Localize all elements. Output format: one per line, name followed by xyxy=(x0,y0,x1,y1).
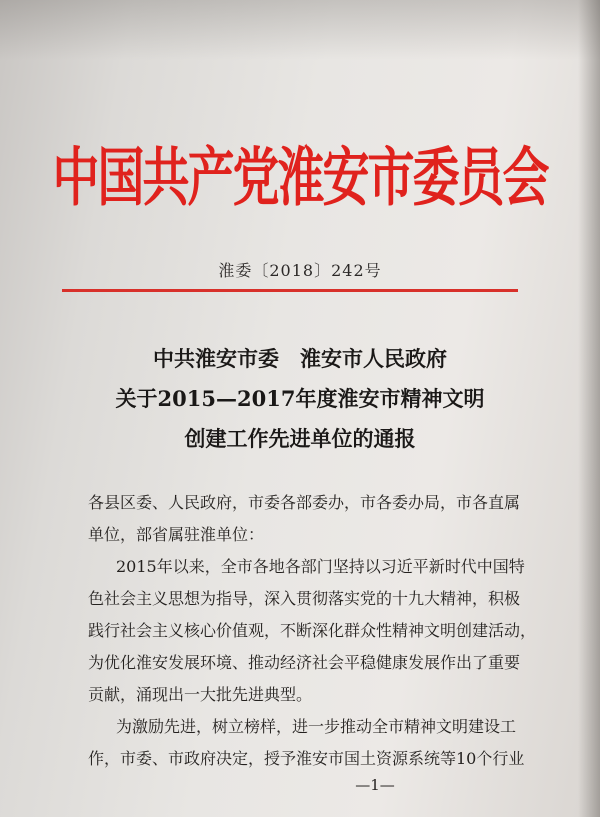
red-divider-line xyxy=(62,289,518,292)
body-line-paragraph2-2: 作，市委、市政府决定，授予淮安市国土资源系统等10个行业 xyxy=(88,749,525,768)
body-line-paragraph1-2: 色社会主义思想为指导，深入贯彻落实党的十九大精神，积极 xyxy=(88,589,521,608)
body-line-paragraph1-1: 2015年以来，全市各地各部门坚持以习近平新时代中国特 xyxy=(116,557,525,576)
body-line-paragraph1-3: 践行社会主义核心价值观，不断深化群众性精神文明创建活动， xyxy=(88,621,537,640)
notice-title-line-3: 创建工作先进单位的通报 xyxy=(184,426,416,451)
body-line-paragraph1-5: 贡献，涌现出一大批先进典型。 xyxy=(88,685,313,704)
notice-title-line-2: 关于2015—2017年度淮安市精神文明 xyxy=(115,386,485,411)
body-line-paragraph1-4: 为优化淮安发展环境、推动经济社会平稳健康发展作出了重要 xyxy=(88,653,521,672)
body-line-addressees-1: 各县区委、人民政府，市委各部委办，市各委办局，市各直属 xyxy=(88,493,521,512)
document-number: 淮委〔2018〕242号 xyxy=(218,261,382,280)
notice-title-line-1: 中共淮安市委 淮安市人民政府 xyxy=(153,346,447,371)
body-line-addressees-2: 单位，部省属驻淮单位： xyxy=(88,525,265,544)
body-line-paragraph2-1: 为激励先进，树立榜样，进一步推动全市精神文明建设工 xyxy=(116,717,517,736)
org-header-title: 中国共产党淮安市委员会 xyxy=(52,141,548,216)
paper-shadow-top xyxy=(0,0,600,60)
page-number: —1— xyxy=(355,776,395,794)
